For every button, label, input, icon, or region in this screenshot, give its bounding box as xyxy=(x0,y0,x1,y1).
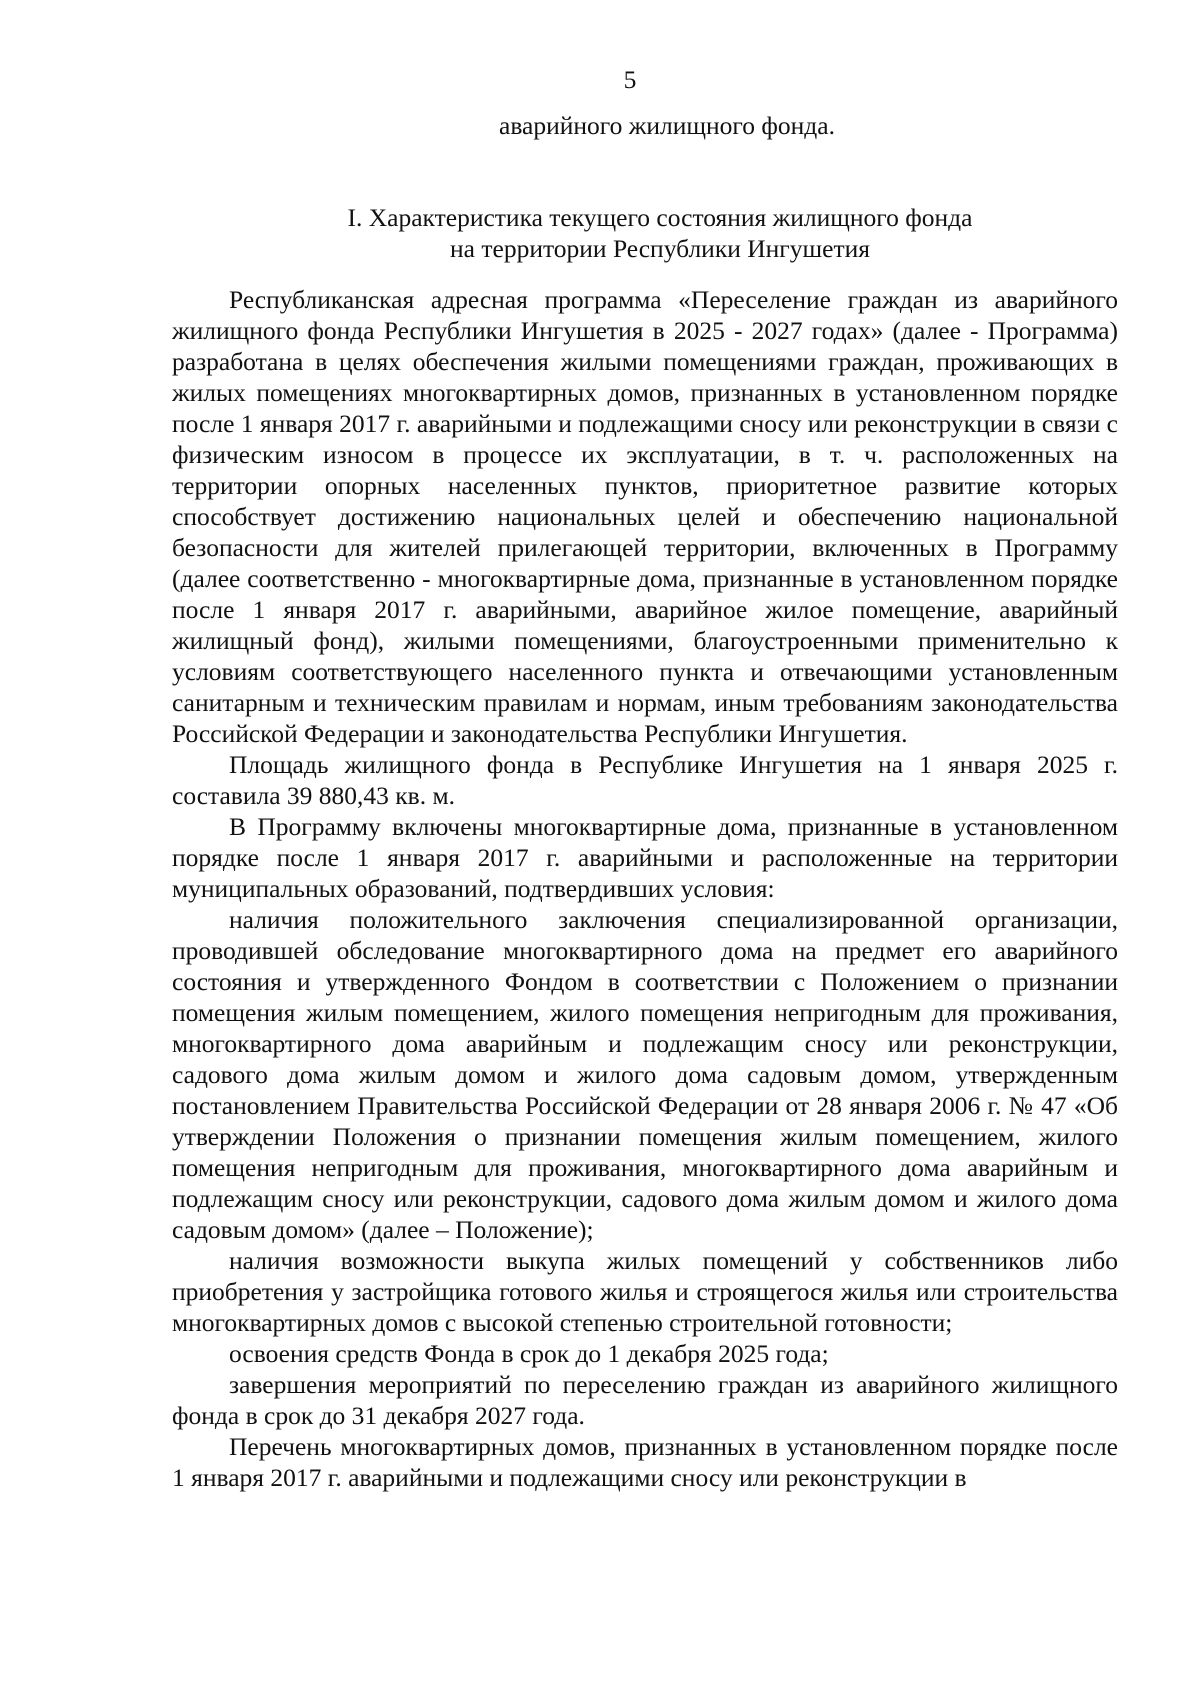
section-heading-line-1: I. Характеристика текущего состояния жилищного фонда xyxy=(347,203,973,232)
paragraph-program-description: Республиканская адресная программа «Переселение граждан из аварийного жилищного фонда Республики Ингушетия в 2025 - 2027 годах» (далее - Программа) разработана в целях обеспечения жилыми помещениями граждан, проживающих в жилых помещениях многоквартирных домов, признанных в установленном порядке после 1 января 2017 г. аварийными и подлежащими сносу или реконструкции в связи с физическим износом в процессе их эксплуатации, в т. ч. расположенных на территории опорных населенных пунктов, приоритетное развитие которых способствует достижению национальных целей и обеспечению национальной безопасности для жителей прилегающей территории, включенных в Программу (далее соответственно - многоквартирные дома, признанные в установленном порядке после 1 января 2017 г. аварийными, аварийное жилое помещение, аварийный жилищный фонд), жилыми помещениями, благоустроенными применительно к условиям соответствующего населенного пункта и отвечающими установленным санитарным и техническим правилам и нормам, иным требованиям законодательства Российской Федерации и законодательства Республики Ингушетия. xyxy=(172,285,1118,748)
paragraph-housing-area: Площадь жилищного фонда в Республике Ингушетия на 1 января 2025 г. составила 39 880,43 кв. м. xyxy=(172,750,1118,810)
paragraph-list-intro: Перечень многоквартирных домов, признанных в установленном порядке после 1 января 2017 г. аварийными и подлежащими сносу или реконструкции в xyxy=(172,1432,1118,1492)
section-heading xyxy=(0,202,1200,264)
paragraph-condition-purchase: наличия возможности выкупа жилых помещений у собственников либо приобретения у застройщика готового жилья и строящегося жилья или строительства многоквартирных домов с высокой степенью строительной готовности; xyxy=(172,1246,1118,1337)
continuation-line: аварийного жилищного фонда. xyxy=(499,111,835,140)
paragraph-inclusion-conditions: В Программу включены многоквартирные дома, признанные в установленном порядке после 1 января 2017 г. аварийными и расположенные на территории муниципальных образований, подтвердивших условия: xyxy=(172,812,1118,903)
paragraph-condition-completion: завершения мероприятий по переселению граждан из аварийного жилищного фонда в срок до 31 декабря 2027 года. xyxy=(172,1370,1118,1430)
body-text xyxy=(172,284,1118,1493)
paragraph-condition-funds: освоения средств Фонда в срок до 1 декабря 2025 года; xyxy=(229,1339,829,1368)
page-number: 5 xyxy=(623,65,637,94)
section-heading-line-2: на территории Республики Ингушетия xyxy=(450,234,870,263)
paragraph-condition-conclusion: наличия положительного заключения специализированной организации, проводившей обследование многоквартирного дома на предмет его аварийного состояния и утвержденного Фондом в соответствии с Положением о признании помещения жилым помещением, жилого помещения непригодным для проживания, многоквартирного дома аварийным и подлежащим сносу или реконструкции, садового дома жилым домом и жилого дома садовым домом, утвержденным постановлением Правительства Российской Федерации от 28 января 2006 г. № 47 «Об утверждении Положения о признании помещения жилым помещением, жилого помещения непригодным для проживания, многоквартирного дома аварийным и подлежащим сносу или реконструкции, садового дома жилым домом и жилого дома садовым домом» (далее – Положение); xyxy=(172,905,1118,1244)
